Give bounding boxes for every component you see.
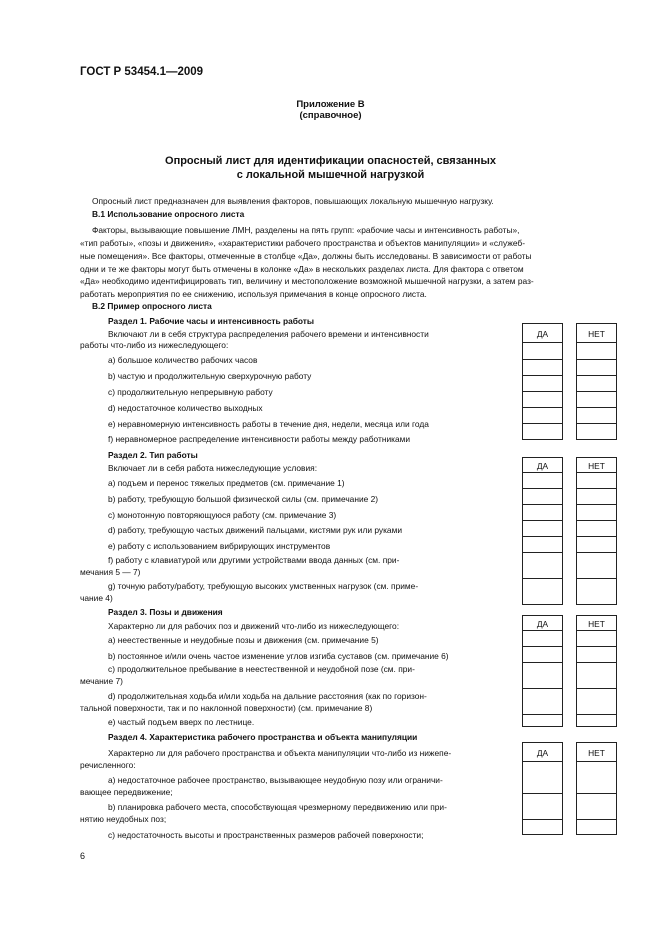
answer-cell-no[interactable] [576, 473, 617, 489]
section-2-item: b) работу, требующую большой физической силы (см. примечание 2) [108, 494, 379, 504]
answer-cell-yes[interactable] [522, 392, 563, 408]
answer-cell-no[interactable] [576, 505, 617, 521]
answer-cell-no[interactable] [576, 715, 617, 727]
answer-cell-yes[interactable] [522, 647, 563, 663]
section-3-item: мечание 7) [80, 676, 123, 686]
answer-cell-yes[interactable] [522, 553, 563, 579]
b1-paragraph-line: «тип работы», «позы и движения», «характеристики рабочего пространства и объектов манипуляции» и «служеб- [80, 238, 525, 248]
answer-cell-yes[interactable] [522, 376, 563, 392]
answer-header-yes: ДА [522, 742, 563, 762]
section-1-item: c) продолжительную непрерывную работу [108, 387, 273, 397]
b1-paragraph-line: работать мероприятия по ее снижению, используя примечания в конце опросного листа. [80, 289, 427, 299]
answer-header-yes: ДА [522, 615, 563, 631]
answer-cell-no[interactable] [576, 762, 617, 794]
section-4-item: вающее передвижение; [80, 787, 173, 797]
answer-cell-yes[interactable] [522, 343, 563, 360]
answer-cell-no[interactable] [576, 424, 617, 440]
answer-cell-yes[interactable] [522, 489, 563, 505]
answer-cell-no[interactable] [576, 392, 617, 408]
section-2-item: чание 4) [80, 593, 113, 603]
answer-cell-no[interactable] [576, 376, 617, 392]
answer-cell-no[interactable] [576, 360, 617, 376]
answer-cell-yes[interactable] [522, 360, 563, 376]
section-1-question: работы что-либо из нижеследующего: [80, 340, 229, 350]
page-title-line1: Опросный лист для идентификации опасностей, связанных [165, 155, 496, 167]
section-2-item: a) подъем и перенос тяжелых предметов (см. примечание 1) [108, 478, 345, 488]
section-4-item: a) недостаточное рабочее пространство, вызывающее неудобную позу или ограничи- [108, 775, 443, 785]
b2-heading: В.2 Пример опросного листа [92, 301, 212, 311]
section-2-item: c) монотонную повторяющуюся работу (см. примечание 3) [108, 510, 337, 520]
section-2-item: d) работу, требующую частых движений пальцами, кистями рук или руками [108, 525, 403, 535]
answer-cell-yes[interactable] [522, 820, 563, 835]
section-2-question: Включает ли в себя работа нижеследующие условия: [108, 463, 318, 473]
answer-cell-yes[interactable] [522, 762, 563, 794]
page-number: 6 [80, 851, 86, 861]
b1-paragraph-line: «Да» необходимо идентифицировать тип, величину и местоположение возможной мышечной нагрузки, а затем раз- [80, 276, 534, 286]
answer-cell-no[interactable] [576, 537, 617, 553]
section-3-item: тальной поверхности, так и по наклонной поверхности) (см. примечание 8) [80, 703, 373, 713]
answer-cell-yes[interactable] [522, 424, 563, 440]
page-title-line2: с локальной мышечной нагрузкой [236, 169, 425, 181]
answer-cell-yes[interactable] [522, 663, 563, 689]
b1-heading: В.1 Использование опросного листа [92, 209, 245, 219]
answer-cell-yes[interactable] [522, 473, 563, 489]
answer-cell-yes[interactable] [522, 579, 563, 605]
answer-header-yes: ДА [522, 323, 563, 343]
section-1-item: a) большое количество рабочих часов [108, 355, 258, 365]
answer-cell-yes[interactable] [522, 537, 563, 553]
section-3-item: a) неестественные и неудобные позы и движения (см. примечание 5) [108, 635, 379, 645]
section-4-question: речисленного: [80, 760, 136, 770]
section-4-heading: Раздел 4. Характеристика рабочего пространства и объекта манипуляции [108, 732, 418, 742]
annex-type: (справочное) [299, 110, 362, 121]
section-2-item: g) точную работу/работу, требующую высоких умственных нагрузок (см. приме- [108, 581, 419, 591]
answer-cell-no[interactable] [576, 579, 617, 605]
b1-paragraph-line: ные помещения». Все факторы, отмеченные в столбце «Да», должны быть исследованы. В зависимости от работы [80, 251, 532, 261]
section-1-item: f) неравномерное распределение интенсивности работы между работниками [108, 434, 411, 444]
section-3-question: Характерно ли для рабочих поз и движений что-либо из нижеследующего: [108, 621, 400, 631]
answer-cell-yes[interactable] [522, 715, 563, 727]
answer-cell-yes[interactable] [522, 794, 563, 820]
answer-cell-no[interactable] [576, 631, 617, 647]
section-1-item: e) неравномерную интенсивность работы в течение дня, недели, месяца или года [108, 419, 429, 429]
section-3-item: b) постоянное и/или очень частое изменение углов изгиба суставов (см. примечание 6) [108, 651, 449, 661]
b1-paragraph-line: Факторы, вызывающие повышение ЛМН, разделены на пять групп: «рабочие часы и интенсивность работы», [92, 225, 520, 235]
answer-cell-no[interactable] [576, 663, 617, 689]
answer-header-no: НЕТ [576, 323, 617, 343]
answer-cell-yes[interactable] [522, 689, 563, 715]
answer-cell-yes[interactable] [522, 408, 563, 424]
answer-cell-yes[interactable] [522, 505, 563, 521]
answer-cell-no[interactable] [576, 820, 617, 835]
intro-purpose: Опросный лист предназначен для выявления факторов, повышающих локальную мышечную нагрузку. [92, 196, 494, 206]
section-2-item: мечания 5 — 7) [80, 567, 141, 577]
section-2-item: e) работу с использованием вибрирующих инструментов [108, 541, 331, 551]
answer-header-no: НЕТ [576, 615, 617, 631]
section-4-item: b) планировка рабочего места, способствующая чрезмерному передвижению или при- [108, 802, 447, 812]
answer-cell-yes[interactable] [522, 521, 563, 537]
b1-paragraph-line: одни и те же факторы могут быть отмечены в колонке «Да» в нескольких разделах листа. Для фактора с ответом [80, 264, 524, 274]
section-4-item: нятию неудобных поз; [80, 814, 167, 824]
section-2-item: f) работу с клавиатурой или другими устройствами ввода данных (см. при- [108, 555, 400, 565]
section-3-item: e) частый подъем вверх по лестнице. [108, 717, 255, 727]
section-4-item: c) недостаточность высоты и пространственных размеров рабочей поверхности; [108, 830, 424, 840]
answer-cell-no[interactable] [576, 343, 617, 360]
answer-cell-no[interactable] [576, 521, 617, 537]
answer-cell-no[interactable] [576, 489, 617, 505]
doc-id: ГОСТ Р 53454.1—2009 [80, 66, 204, 78]
section-3-item: c) продолжительное пребывание в неестественной и неудобной позе (см. при- [108, 664, 415, 674]
answer-header-yes: ДА [522, 457, 563, 473]
section-1-item: b) частую и продолжительную сверхурочную работу [108, 371, 312, 381]
answer-header-no: НЕТ [576, 457, 617, 473]
section-3-heading: Раздел 3. Позы и движения [108, 607, 223, 617]
answer-cell-no[interactable] [576, 689, 617, 715]
section-1-heading: Раздел 1. Рабочие часы и интенсивность работы [108, 316, 315, 326]
answer-cell-yes[interactable] [522, 631, 563, 647]
answer-cell-no[interactable] [576, 794, 617, 820]
section-2-heading: Раздел 2. Тип работы [108, 450, 198, 460]
section-1-item: d) недостаточное количество выходных [108, 403, 263, 413]
section-1-question: Включают ли в себя структура распределения рабочего времени и интенсивности [108, 329, 429, 339]
section-3-item: d) продолжительная ходьба и/или ходьба на дальние расстояния (как по горизон- [108, 691, 427, 701]
answer-cell-no[interactable] [576, 647, 617, 663]
section-4-question: Характерно ли для рабочего пространства и объекта манипуляции что-либо из нижепе- [108, 748, 452, 758]
annex-title: Приложение В [296, 99, 365, 110]
answer-cell-no[interactable] [576, 553, 617, 579]
answer-cell-no[interactable] [576, 408, 617, 424]
answer-header-no: НЕТ [576, 742, 617, 762]
